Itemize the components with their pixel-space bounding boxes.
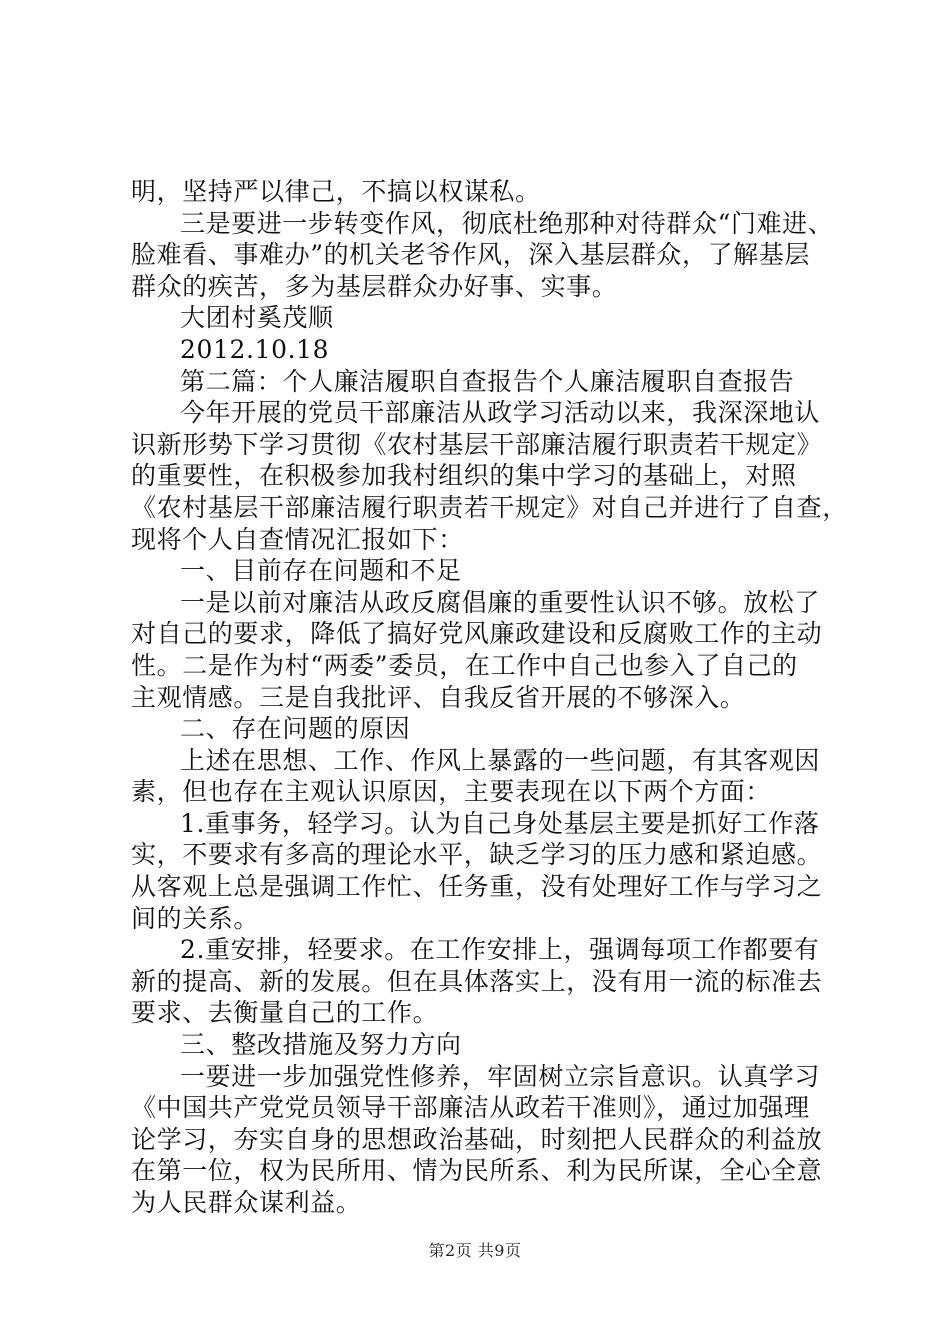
text-line: 脸难看、事难办”的机关老爷作风，深入基层群众，了解基层 [131, 240, 810, 270]
text-line: 一是以前对廉洁从政反腐倡廉的重要性认识不够。放松了 [180, 587, 821, 617]
text-line: 实，不要求有多高的理论水平，缺乏学习的压力感和紧迫感。 [131, 840, 823, 870]
text-line: 2.重安排，轻要求。在工作安排上，强调每项工作都要有 [180, 935, 820, 965]
section-heading: 二、存在问题的原因 [180, 714, 411, 744]
text-line: 要求、去衡量自己的工作。 [131, 998, 439, 1028]
text-line: 性。二是作为村“两委”委员，在工作中自己也参入了自己的 [131, 650, 798, 680]
signature-date: 2012.10.18 [180, 334, 330, 364]
text-line: 今年开展的党员干部廉洁从政学习活动以来，我深深地认 [180, 398, 821, 428]
text-line: 上述在思想、工作、作风上暴露的一些问题，有其客观因 [180, 745, 821, 775]
text-line: 论学习，夯实自身的思想政治基础，时刻把人民群众的利益放 [131, 1124, 823, 1154]
text-line: 三是要进一步转变作风，彻底杜绝那种对待群众“门难进、 [180, 208, 834, 238]
section-heading: 三、整改措施及努力方向 [180, 1030, 462, 1060]
text-line: 的重要性，在积极参加我村组织的集中学习的基础上，对照 [131, 461, 797, 491]
text-line: 间的关系。 [131, 903, 260, 933]
text-line: 从客观上总是强调工作忙、任务重，没有处理好工作与学习之 [131, 872, 823, 902]
document-body [131, 176, 848, 1219]
text-line: 现将个人自查情况汇报如下： [131, 524, 464, 554]
text-line: 识新形势下学习贯彻《农村基层干部廉洁履行职责若干规定》 [131, 429, 823, 459]
text-line: 对自己的要求，降低了搞好党风廉政建设和反腐败工作的主动 [131, 619, 823, 649]
section-title: 第二篇：个人廉洁履职自查报告个人廉洁履职自查报告 [180, 366, 795, 396]
text-line: 一要进一步加强党性修养，牢固树立宗旨意识。认真学习 [180, 1061, 821, 1091]
text-line: 主观情感。三是自我批评、自我反省开展的不够深入。 [131, 682, 746, 712]
page-number: 第2页 共9页 [428, 1241, 522, 1260]
text-line: 新的提高、新的发展。但在具体落实上，没有用一流的标准去 [131, 966, 823, 996]
text-line: 为人民群众谋利益。 [131, 1188, 362, 1217]
text-line: 1.重事务，轻学习。认为自己身处基层主要是抓好工作落 [180, 808, 820, 838]
text-line: 《农村基层干部廉洁履行职责若干规定》对自己并进行了自查， [131, 492, 848, 522]
text-line: 在第一位，权为民所用、情为民所系、利为民所谋，全心全意 [131, 1156, 823, 1186]
text-line: 《中国共产党党员领导干部廉洁从政若干准则》，通过加强理 [131, 1093, 810, 1123]
text-line: 素，但也存在主观认识原因，主要表现在以下两个方面： [131, 777, 772, 807]
section-heading: 一、目前存在问题和不足 [180, 556, 462, 586]
text-line: 群众的疾苦，多为基层群众办好事、实事。 [131, 271, 618, 301]
signature-name: 大团村奚茂顺 [180, 303, 334, 333]
text-line: 明，坚持严以律己，不搞以权谋私。 [131, 177, 541, 206]
